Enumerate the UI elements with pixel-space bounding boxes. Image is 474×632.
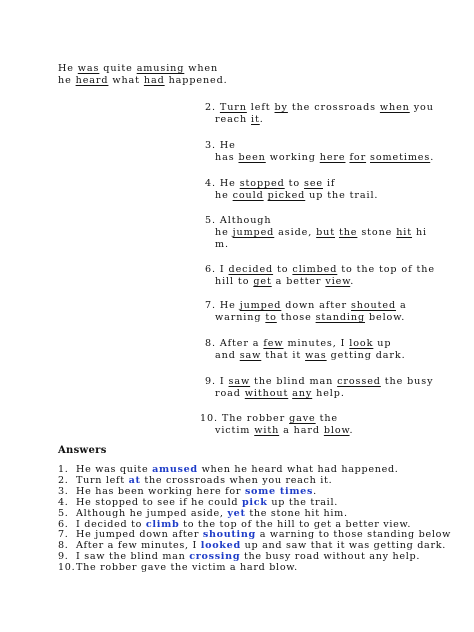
answer-number: 8. — [58, 540, 69, 552]
text-segment: the stone hit him. — [245, 507, 348, 519]
text-segment: the crossroads when you reach it. — [140, 474, 333, 486]
underlined-word: was — [305, 350, 327, 361]
answer-keyword: amused — [152, 464, 198, 475]
text-segment: quite — [99, 63, 137, 74]
text-segment: a hard — [279, 425, 324, 436]
answers-heading: Answers — [58, 445, 107, 456]
question-line — [205, 215, 271, 227]
text-segment: After a few minutes, I — [76, 540, 201, 552]
answer-number: 3. — [58, 485, 69, 497]
text-segment: warning — [215, 312, 266, 323]
question-line — [205, 338, 391, 350]
text-segment: working — [265, 152, 320, 163]
text-segment: minutes, I — [283, 338, 350, 349]
text-segment: has — [215, 152, 239, 163]
underlined-word: saw — [228, 376, 251, 387]
underlined-word: picked — [267, 190, 306, 201]
question-line — [215, 190, 378, 202]
text-segment: when he heard what had happened. — [197, 464, 399, 475]
underlined-word: with — [254, 425, 280, 436]
underlined-word: view — [325, 276, 351, 287]
text-segment: those — [276, 312, 316, 323]
text-segment: up — [373, 338, 392, 349]
underlined-word: standing — [315, 312, 366, 323]
answer-keyword: some times — [244, 485, 314, 497]
text-segment: reach — [215, 114, 251, 125]
text-segment: and — [215, 350, 240, 361]
underlined-word: had — [143, 75, 165, 86]
answer-number: 1. — [58, 464, 69, 475]
answer-keyword: climb — [145, 518, 180, 530]
text-segment: below. — [365, 312, 406, 323]
underlined-word: the — [338, 227, 358, 238]
answer-number: 2. — [58, 474, 69, 486]
underlined-word: here — [319, 152, 346, 163]
question-line — [205, 264, 435, 276]
answer-line — [58, 529, 451, 540]
text-segment: He stopped to see if he could — [76, 496, 242, 508]
text-segment: hill to — [215, 276, 254, 287]
answer-number: 5. — [58, 507, 69, 519]
underlined-word: heard — [75, 75, 109, 86]
text-segment: He jumped down after — [76, 529, 203, 541]
question-line — [205, 140, 236, 152]
question-line — [215, 276, 354, 288]
text-segment: to the top of the hill to get a better view. — [179, 518, 412, 530]
text-segment: to — [273, 264, 293, 275]
underlined-word: Turn — [219, 102, 247, 113]
question-line — [215, 114, 264, 126]
text-segment: up the trail. — [267, 496, 338, 508]
text-segment: 2. — [205, 102, 220, 113]
underlined-word: jumped — [239, 300, 282, 311]
question-line — [205, 178, 335, 190]
question-line — [205, 376, 433, 388]
underlined-word: look — [349, 338, 374, 349]
underlined-word: by — [274, 102, 288, 113]
answer-line — [58, 551, 420, 562]
text-segment: to the top of the — [337, 264, 435, 275]
text-segment: when — [184, 63, 219, 74]
text-segment: Turn left — [76, 474, 129, 486]
text-segment: that it — [261, 350, 306, 361]
text-segment: 8. After a — [205, 338, 264, 349]
answer-number: 4. — [58, 496, 69, 508]
answer-keyword: crossing — [189, 551, 241, 563]
underlined-word: stopped — [239, 178, 285, 189]
underlined-word: saw — [239, 350, 262, 361]
text-segment: 4. He — [205, 178, 240, 189]
text-segment: the — [315, 413, 339, 424]
text-segment: the busy road without any help. — [240, 551, 421, 563]
answer-keyword: looked — [200, 540, 241, 552]
text-segment: the blind man — [250, 376, 338, 387]
text-segment: the crossroads — [287, 102, 380, 113]
underlined-word: blow — [323, 425, 350, 436]
text-segment: . — [350, 276, 355, 287]
text-segment: to — [284, 178, 305, 189]
question-line — [215, 388, 345, 400]
question-line — [215, 425, 353, 437]
underlined-word: could — [232, 190, 264, 201]
question-line — [215, 227, 427, 239]
text-segment: 3. He — [205, 140, 236, 151]
text-segment: . — [259, 114, 264, 125]
answer-number: 9. — [58, 551, 69, 563]
text-segment: aside, — [274, 227, 317, 238]
answer-number: 7. — [58, 529, 69, 541]
underlined-word: amusing — [136, 63, 185, 74]
text-segment: he — [215, 190, 233, 201]
answer-line — [58, 497, 338, 508]
text-segment: 6. I — [205, 264, 229, 275]
answer-line — [58, 562, 298, 573]
underlined-word: gave — [289, 413, 316, 424]
text-segment: He has been working here for — [76, 485, 245, 497]
text-segment: stone — [357, 227, 397, 238]
question-line — [200, 413, 338, 425]
intro-line — [58, 75, 228, 87]
underlined-word: for — [349, 152, 367, 163]
question-line — [215, 239, 229, 251]
underlined-word: to — [265, 312, 277, 323]
answer-number: 6. — [58, 518, 69, 530]
answer-line — [58, 475, 332, 486]
answer-line — [58, 464, 399, 475]
text-segment: left — [246, 102, 275, 113]
underlined-word: without — [244, 388, 289, 399]
underlined-word: crossed — [337, 376, 381, 387]
text-segment: you — [409, 102, 434, 113]
answer-keyword: yet — [227, 507, 246, 519]
text-segment: . — [313, 485, 317, 497]
underlined-word: it — [251, 114, 260, 125]
question-line — [215, 312, 405, 324]
text-segment: a — [396, 300, 407, 311]
question-line — [215, 350, 406, 362]
text-segment: The robber gave the victim a hard blow. — [76, 562, 298, 574]
text-segment: up and saw that it was getting dark. — [240, 540, 447, 552]
text-segment: help. — [312, 388, 345, 399]
question-line — [205, 300, 407, 312]
answer-line — [58, 540, 446, 551]
text-segment: up the trail. — [305, 190, 379, 201]
text-segment: I decided to — [76, 518, 146, 530]
underlined-word: shouted — [350, 300, 397, 311]
text-segment: He — [58, 63, 78, 74]
answer-line — [58, 508, 348, 519]
text-segment: road — [215, 388, 245, 399]
underlined-word: get — [253, 276, 272, 287]
text-segment: down after — [281, 300, 351, 311]
underlined-word: sometimes — [370, 152, 431, 163]
text-segment: m. — [215, 239, 229, 250]
answer-line — [58, 486, 317, 497]
answer-keyword: shouting — [202, 529, 256, 541]
text-segment: Although he jumped aside, — [76, 507, 228, 519]
text-segment: 5. Although — [205, 215, 272, 226]
answer-line — [58, 519, 411, 530]
text-segment: 9. I — [205, 376, 229, 387]
underlined-word: was — [77, 63, 100, 74]
text-segment: getting dark. — [326, 350, 406, 361]
text-segment: 7. He — [205, 300, 240, 311]
text-segment: 10. The robber — [200, 413, 290, 424]
underlined-word: hit — [396, 227, 413, 238]
underlined-word: climbed — [292, 264, 338, 275]
underlined-word: decided — [228, 264, 274, 275]
text-segment: I saw the blind man — [76, 551, 190, 563]
underlined-word: been — [238, 152, 266, 163]
underlined-word: see — [304, 178, 323, 189]
underlined-word: when — [379, 102, 410, 113]
text-segment: he — [215, 227, 233, 238]
text-segment: victim — [215, 425, 255, 436]
text-segment: happened. — [164, 75, 228, 86]
intro-line — [58, 63, 218, 75]
text-segment: a warning to those standing below — [255, 529, 452, 541]
answer-keyword: pick — [241, 496, 268, 508]
text-segment: he — [58, 75, 76, 86]
answer-keyword: at — [128, 474, 141, 486]
underlined-word: jumped — [232, 227, 275, 238]
text-segment: a better — [271, 276, 326, 287]
text-segment: . — [430, 152, 435, 163]
text-segment: hi — [412, 227, 428, 238]
text-segment: . — [349, 425, 354, 436]
text-segment: if — [323, 178, 336, 189]
answer-number: 10. — [58, 562, 76, 574]
underlined-word: few — [263, 338, 284, 349]
underlined-word: but — [316, 227, 336, 238]
underlined-word: any — [292, 388, 313, 399]
question-line — [215, 152, 434, 164]
text-segment: He was quite — [76, 464, 153, 475]
text-segment: the busy — [380, 376, 434, 387]
question-line — [205, 102, 434, 114]
text-segment: what — [108, 75, 144, 86]
